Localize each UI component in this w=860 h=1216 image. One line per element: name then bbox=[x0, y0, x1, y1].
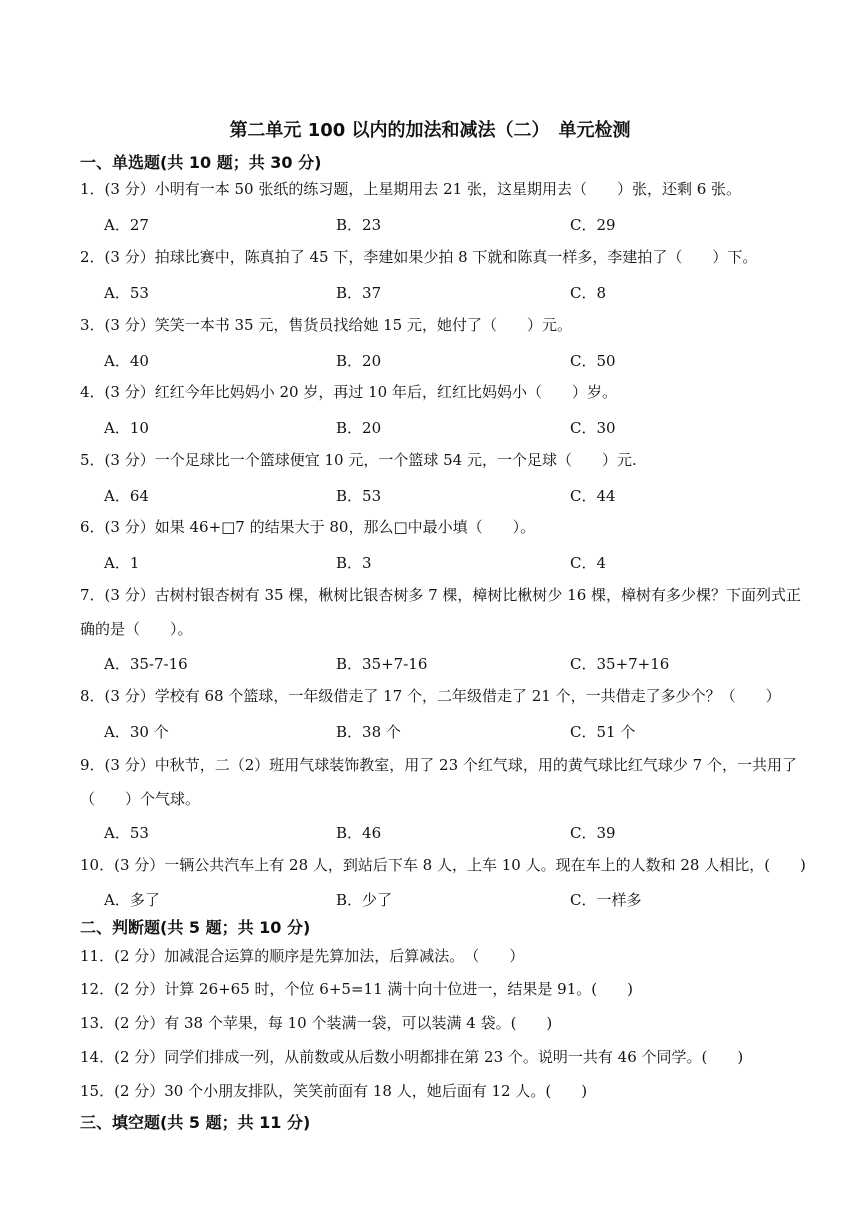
option-c: C．29 bbox=[570, 216, 616, 234]
option-c: C．8 bbox=[570, 284, 607, 302]
option-a: A．40 bbox=[104, 352, 149, 370]
question-9: 9．(3 分）中秋节，二（2）班用气球装饰教室，用了 23 个红气球，用的黄气球比红气球少 7 个，一共用了（ ）个气球。 bbox=[80, 756, 797, 808]
option-b: B．46 bbox=[336, 824, 382, 842]
options-10 bbox=[104, 889, 804, 913]
option-a: A．10 bbox=[104, 419, 149, 437]
section-heading-single-choice: 一、单选题(共 10 题；共 30 分) bbox=[80, 153, 322, 172]
option-c: C．一样多 bbox=[570, 891, 642, 909]
options-4 bbox=[104, 417, 804, 441]
option-b: B．23 bbox=[336, 216, 382, 234]
option-b: B．35+7-16 bbox=[336, 655, 428, 673]
question-12: 12．(2 分）计算 26+65 时，个位 6+5=11 满十向十位进一，结果是 91。( ) bbox=[80, 980, 633, 998]
options-3 bbox=[104, 350, 804, 374]
options-7 bbox=[104, 653, 804, 677]
option-b: B．3 bbox=[336, 554, 372, 572]
option-b: B．53 bbox=[336, 487, 382, 505]
option-b: B．37 bbox=[336, 284, 382, 302]
section-heading-true-false: 二、判断题(共 5 题；共 10 分) bbox=[80, 918, 311, 937]
options-8 bbox=[104, 721, 804, 745]
page-title: 第二单元 100 以内的加法和减法（二） 单元检测 bbox=[229, 120, 631, 141]
question-2: 2．(3 分）拍球比赛中，陈真拍了 45 下，李建如果少拍 8 下就和陈真一样多，李建拍了（ ）下。 bbox=[80, 248, 758, 266]
question-5: 5．(3 分）一个足球比一个篮球便宜 10 元，一个篮球 54 元，一个足球（ ）元. bbox=[80, 451, 637, 469]
option-b: B．38 个 bbox=[336, 723, 401, 741]
question-1: 1．(3 分）小明有一本 50 张纸的练习题，上星期用去 21 张，这星期用去（ ）张，还剩 6 张。 bbox=[80, 180, 742, 198]
question-15: 15．(2 分）30 个小朋友排队，笑笑前面有 18 人，她后面有 12 人。( ) bbox=[80, 1082, 588, 1100]
question-11: 11．(2 分）加减混合运算的顺序是先算加法，后算减法。 （ ） bbox=[80, 947, 525, 965]
option-c: C．35+7+16 bbox=[570, 655, 670, 673]
option-a: A．1 bbox=[104, 554, 140, 572]
option-b: B．少了 bbox=[336, 891, 393, 909]
options-2 bbox=[104, 282, 804, 306]
option-a: A．64 bbox=[104, 487, 149, 505]
option-a: A．35-7-16 bbox=[104, 655, 188, 673]
option-c: C．51 个 bbox=[570, 723, 636, 741]
option-a: A．多了 bbox=[104, 891, 160, 909]
options-6 bbox=[104, 552, 804, 576]
question-8: 8．(3 分）学校有 68 个篮球，一年级借走了 17 个，二年级借走了 21 个，一共借走了多少个？（ ） bbox=[80, 687, 781, 705]
question-13: 13．(2 分）有 38 个苹果，每 10 个装满一袋，可以装满 4 袋。( ) bbox=[80, 1014, 553, 1032]
option-b: B．20 bbox=[336, 352, 382, 370]
option-c: C．44 bbox=[570, 487, 616, 505]
options-9 bbox=[104, 822, 804, 846]
option-a: A．27 bbox=[104, 216, 149, 234]
options-5 bbox=[104, 485, 804, 509]
question-4: 4．(3 分）红红今年比妈妈小 20 岁，再过 10 年后，红红比妈妈小（ ）岁。 bbox=[80, 383, 617, 401]
option-a: A．53 bbox=[104, 284, 149, 302]
section-heading-fill-in: 三、填空题(共 5 题；共 11 分) bbox=[80, 1113, 311, 1132]
option-c: C．30 bbox=[570, 419, 616, 437]
option-a: A．30 个 bbox=[104, 723, 169, 741]
question-7: 7．(3 分）古树村银杏树有 35 棵，楸树比银杏树多 7 棵，樟树比楸树少 16 棵，樟树有多少棵？下面列式正确的是（ ）。 bbox=[80, 586, 802, 638]
question-14: 14．(2 分）同学们排成一列，从前数或从后数小明都排在第 23 个。说明一共有 46 个同学。( ) bbox=[80, 1048, 744, 1066]
option-c: C．4 bbox=[570, 554, 607, 572]
question-3: 3．(3 分）笑笑一本书 35 元，售货员找给她 15 元，她付了（ ）元。 bbox=[80, 316, 572, 334]
option-c: C．50 bbox=[570, 352, 616, 370]
option-a: A．53 bbox=[104, 824, 149, 842]
option-c: C．39 bbox=[570, 824, 616, 842]
options-1 bbox=[104, 214, 804, 238]
question-6: 6．(3 分）如果 46+□7 的结果大于 80，那么□中最小填（ ）。 bbox=[80, 518, 536, 536]
option-b: B．20 bbox=[336, 419, 382, 437]
question-10: 10．(3 分）一辆公共汽车上有 28 人，到站后下车 8 人，上车 10 人。现在车上的人数和 28 人相比，( ) bbox=[80, 856, 806, 874]
